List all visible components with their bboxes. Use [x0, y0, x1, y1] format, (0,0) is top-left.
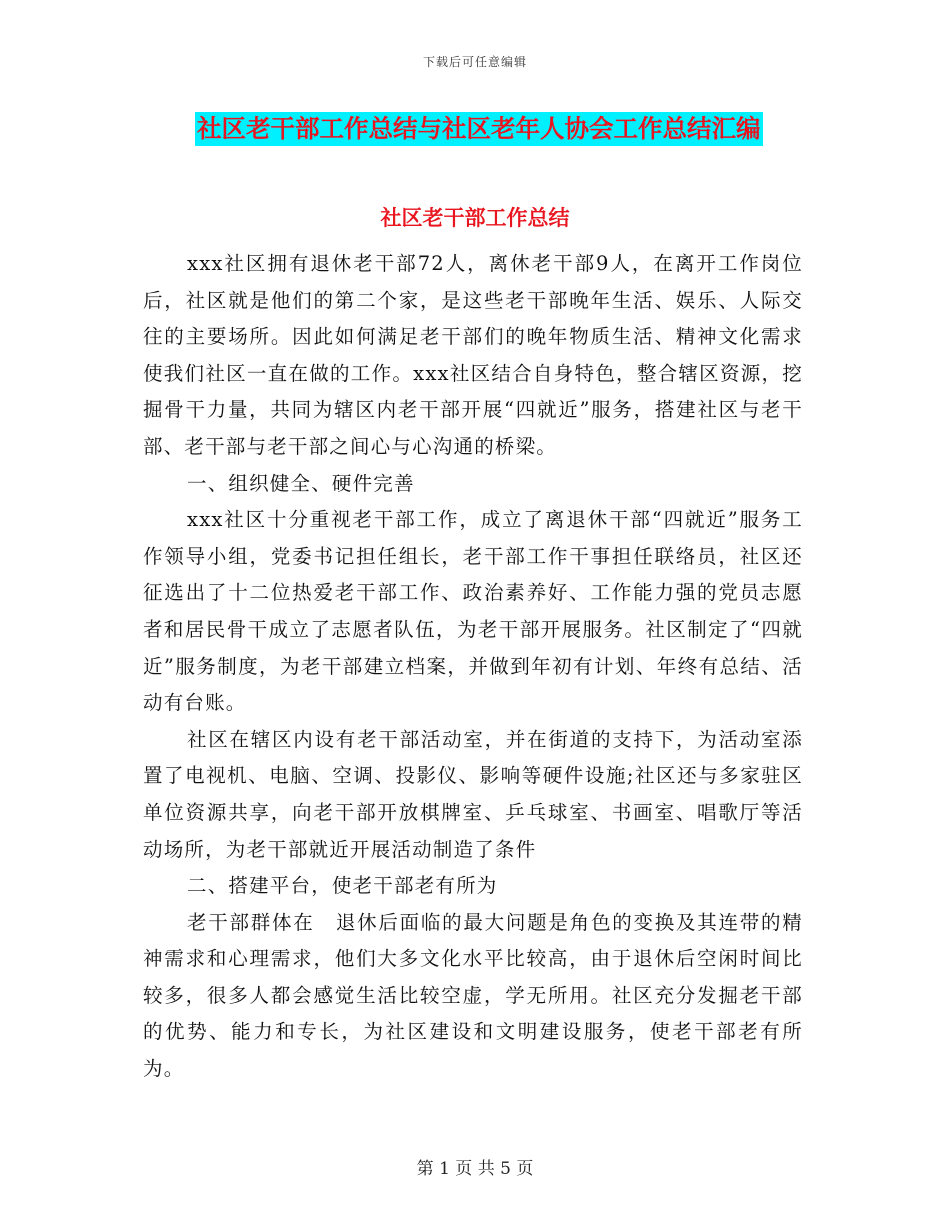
header-note: 下载后可任意编辑 [422, 55, 527, 69]
heading-platform: 二、搭建平台，使老干部老有所为 [187, 874, 498, 898]
document-title: 社区老干部工作总结与社区老年人协会工作总结汇编 [195, 112, 763, 146]
page-number: 第 1 页 共 5 页 [416, 1159, 534, 1179]
document-body [143, 246, 803, 1088]
paragraph-organization: xxx社区十分重视老干部工作，成立了离退休干部“四就近”服务工作领导小组，党委书记担任组长，老干部工作干事担任联络员，社区还征选出了十二位热爱老干部工作、政治素养好、工作能力强的党员志愿者和居民骨干成立了志愿者队伍，为老干部开展服务。社区制定了“四就近”服务制度，为老干部建立档案，并做到年初有计划、年终有总结、活动有台账。 [143, 508, 803, 715]
paragraph-intro: xxx社区拥有退休老干部72人，离休老干部9人，在离开工作岗位后，社区就是他们的第二个家，是这些老干部晚年生活、娱乐、人际交往的主要场所。因此如何满足老干部们的晚年物质生活、精神文化需求使我们社区一直在做的工作。xxx社区结合自身特色，整合辖区资源，挖掘骨干力量，共同为辖区内老干部开展“四就近”服务，搭建社区与老干部、老干部与老干部之间心与心沟通的桥梁。 [143, 252, 803, 458]
heading-organization: 一、组织健全、硬件完善 [187, 471, 415, 495]
paragraph-facilities: 社区在辖区内设有老干部活动室，并在街道的支持下，为活动室添置了电视机、电脑、空调、投影仪、影响等硬件设施;社区还与多家驻区单位资源共享，向老干部开放棋牌室、乒乓球室、书画室、唱歌厅等活动场所，为老干部就近开展活动制造了条件 [143, 727, 803, 861]
paragraph-platform: 老干部群体在 退休后面临的最大问题是角色的变换及其连带的精神需求和心理需求，他们大多文化水平比较高，由于退休后空闲时间比较多，很多人都会感觉生活比较空虚，学无所用。社区充分发掘老干部的优势、能力和专长，为社区建设和文明建设服务，使老干部老有所为。 [143, 910, 803, 1081]
section-title: 社区老干部工作总结 [380, 205, 570, 230]
